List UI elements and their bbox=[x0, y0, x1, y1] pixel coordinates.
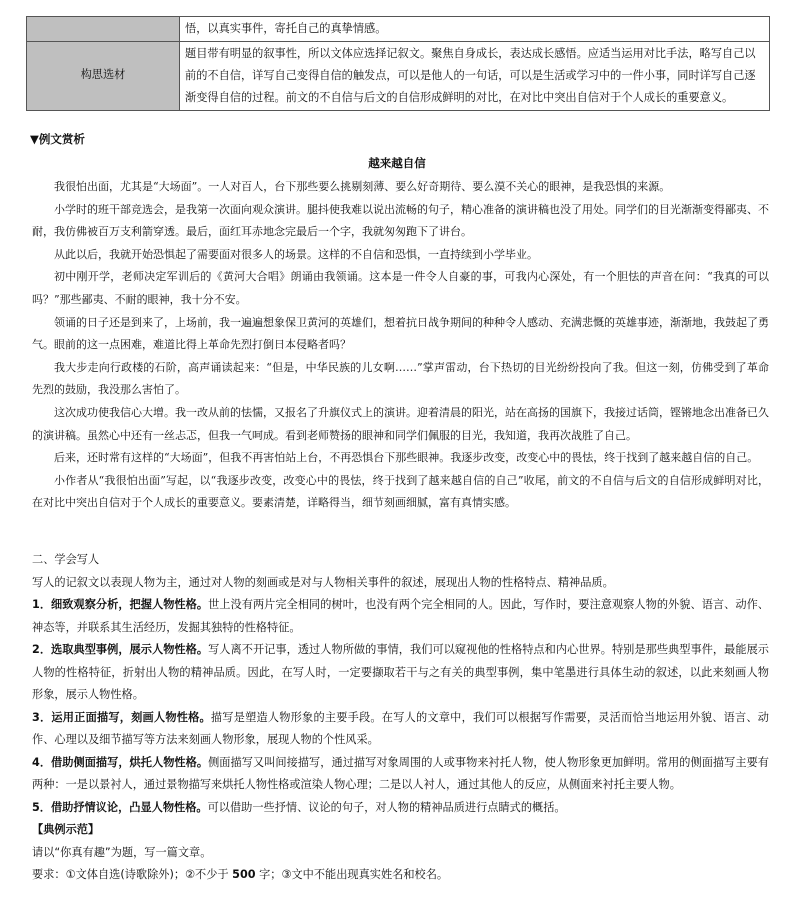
section-heading: ▼例文赏析 bbox=[30, 132, 85, 146]
essay-paragraph: 从此以后，我就开始恐惧起了需要面对很多人的场景。这样的不自信和恐惧，一直持续到小学毕业。 bbox=[54, 247, 538, 261]
essay-paragraph: 领诵的日子还是到来了，上场前，我一遍遍想象保卫黄河的英雄们，想着抗日战争期间的种种令人感动、充满悲慨的英雄事迹，渐渐地，我鼓起了勇气。眼前的这一点困难，难道比得上革命先烈打倒日本侵略者吗？ bbox=[32, 315, 769, 352]
guide-point bbox=[32, 797, 769, 820]
guide-point bbox=[32, 707, 769, 752]
table-cell: 题目带有明显的叙事性，所以文体应选择记叙文。聚焦自身成长，表达成长感悟。应适当运用对比手法，略写自己以前的不自信，详写自己变得自信的触发点，可以是他人的一句话，可以是生活或学习中的一件小事，同时详写自己逐渐变得自信的过程。前文的不自信与后文的自信形成鲜明的对比，在对比中突出自信对于个人成长的重要意义。 bbox=[180, 42, 770, 111]
guide-point-text: 世上没有两片完全相同的树叶，也没有两个完全相同的人。因此，写作时，要注意观察人物的外貌、语言、动作、神态等，并联系其生活经历，发掘其独特的性格特征。 bbox=[32, 598, 769, 634]
requirements-word-count: 500 bbox=[232, 868, 256, 881]
guide-point-text: 可以借助一些抒情、议论的句子，对人物的精神品质进行点睛式的概括。 bbox=[207, 800, 566, 814]
essay-paragraph: 我很怕出面，尤其是“大场面”。一人对百人，台下那些要么挑剔刻薄、要么好奇期待、要么漠不关心的眼神，是我恐惧的来源。 bbox=[54, 180, 671, 193]
table-row bbox=[27, 42, 770, 111]
guide-point-text: 描写是塑造人物形象的主要手段。在写人的文章中，我们可以根据写作需要，灵活而恰当地运用外貌、语言、动作、心理以及细节描写等方法来刻画人物形象，展现人物的个性风采。 bbox=[32, 710, 769, 746]
example-label: 【典例示范】 bbox=[32, 823, 100, 836]
essay-paragraph: 后来，还时常有这样的“大场面”，但我不再害怕站上台，不再恐惧台下那些眼神。我逐步改变，改变心中的畏怯，终于找到了越来越自信的自己。 bbox=[54, 451, 759, 465]
essay-paragraph: 这次成功使我信心大增。我一改从前的怯懦，又报名了升旗仪式上的演讲。迎着清晨的阳光，站在高扬的国旗下，我接过话筒，铿锵地念出准备已久的演讲稿。虽然心中还有一丝忐忑，但我一气呵成。看到老师赞扬的眼神和同学们佩服的目光，我知道，我再次战胜了自己。 bbox=[32, 405, 769, 442]
table-label-text: 构思选材 bbox=[80, 68, 126, 81]
guide-point bbox=[32, 752, 769, 797]
guide-heading: 二、学会写人 bbox=[32, 553, 100, 566]
guide-point-title: 4．借助侧面描写，烘托人物性格。 bbox=[32, 755, 209, 769]
guide-point-title: 5．借助抒情议论，凸显人物性格。 bbox=[32, 800, 208, 814]
table-label-cell bbox=[27, 42, 180, 111]
requirements-suffix: 字；③文中不能出现真实姓名和校名。 bbox=[255, 868, 449, 881]
example-requirements bbox=[32, 864, 769, 887]
essay-body bbox=[32, 176, 769, 515]
guide-point-text: 写人离不开记事，透过人物所做的事情，我们可以窥视他的性格特点和内心世界。特别是那些典型事件，最能展示人物的性格特征，折射出人物的精神品质。因此，在写人时，一定要撷取若干与之有关的典型事例，集中笔墨进行具体生动的叙述，以此来刻画人物形象，展示人物性格。 bbox=[32, 643, 769, 701]
essay-commentary: 小作者从“我很怕出面”写起，以“我逐步改变，改变心中的畏怯，终于找到了越来越自信的自己”收尾，前文的不自信与后文的自信形成鲜明对比，在对比中突出自信对于个人成长的重要意义。要素清楚，详略得当，细节刻画细腻，富有真情实感。 bbox=[32, 473, 769, 510]
essay-paragraph: 我大步走向行政楼的石阶，高声诵读起来：“但是，中华民族的儿女啊……”掌声雷动，台下热切的目光纷纷投向了我。但这一刻，仿佛受到了革命先烈的鼓励，我没那么害怕了。 bbox=[32, 360, 769, 397]
essay-paragraph: 小学时的班干部竞选会，是我第一次面向观众演讲。腿抖使我难以说出流畅的句子，精心准备的演讲稿也没了用处。同学们的目光渐渐变得鄙夷、不耐，我仿佛被百万支利箭穿透。最后，面红耳赤地念完最后一个字，我就匆匆跑下了讲台。 bbox=[32, 202, 769, 239]
guide-point-title: 1．细致观察分析，把握人物性格。 bbox=[32, 598, 209, 611]
essay-title: 越来越自信 bbox=[368, 156, 426, 170]
requirements-prefix: 要求：①文体自选(诗歌除外)；②不少于 bbox=[32, 868, 233, 881]
info-table bbox=[26, 16, 770, 111]
guide-point-title: 2．选取典型事例，展示人物性格。 bbox=[32, 643, 209, 656]
guide-point-text: 侧面描写又叫间接描写，通过描写对象周围的人或事物来衬托人物，使人物形象更加鲜明。常用的侧面描写主要有两种：一是以景衬人，通过景物描写来烘托人物性格或渲染人物心理；二是以人衬人，通过其他人的反应，从侧面来衬托主要人物。 bbox=[32, 755, 769, 791]
table-label-cell-empty bbox=[27, 17, 180, 42]
essay-paragraph: 初中刚开学，老师决定军训后的《黄河大合唱》朗诵由我领诵。这本是一件令人自豪的事，可我内心深处，有一个胆怯的声音在问：“我真的可以吗？”那些鄙夷、不耐的眼神，我十分不安。 bbox=[32, 270, 769, 306]
guide-intro: 写人的记叙文以表现人物为主，通过对人物的刻画或是对与人物相关事件的叙述，展现出人物的性格特点、精神品质。 bbox=[32, 575, 614, 589]
writing-guide bbox=[32, 549, 769, 887]
guide-point bbox=[32, 639, 769, 707]
guide-point bbox=[32, 594, 769, 639]
table-row bbox=[27, 17, 770, 42]
table-cell: 悟，以真实事件，寄托自己的真挚情感。 bbox=[180, 17, 770, 42]
example-prompt: 请以“你真有趣”为题，写一篇文章。 bbox=[32, 845, 212, 859]
guide-point-title: 3．运用正面描写，刻画人物性格。 bbox=[32, 710, 211, 724]
